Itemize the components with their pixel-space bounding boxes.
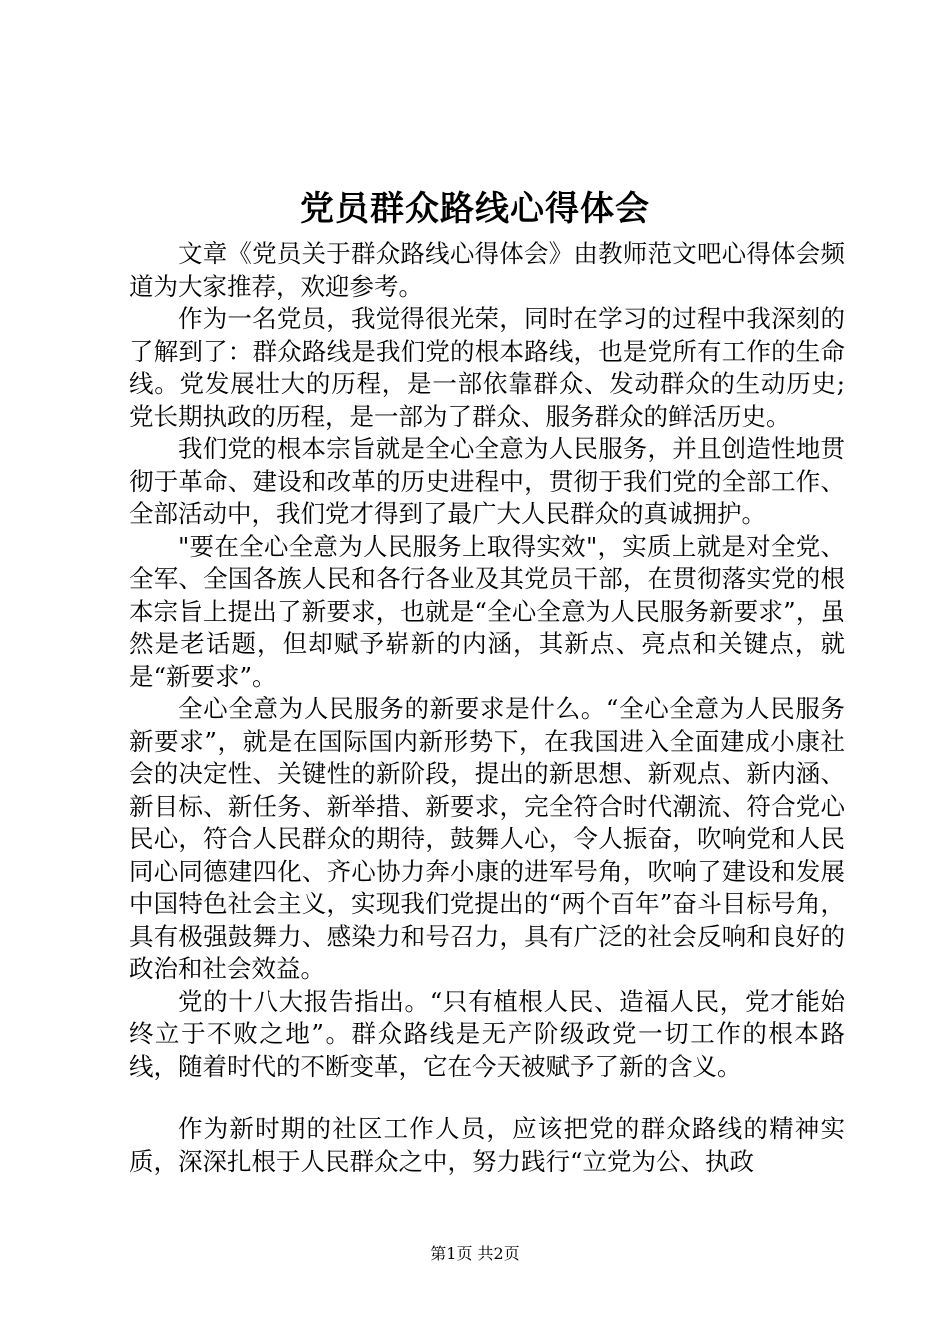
paragraph-community-worker: 作为新时期的社区工作人员，应该把党的群众路线的精神实质，深深扎根于人民群众之中，努力践行“立党为公、执政 [129,1114,845,1176]
paragraph-practical-results: "要在全心全意为人民服务上取得实效"，实质上就是对全党、全军、全国各族人民和各行各业及其党员干部，在贯彻落实党的根本宗旨上提出了新要求，也就是“全心全意为人民服务新要求”，虽然是老话题，但却赋予崭新的内涵，其新点、亮点和关键点，就是“新要求”。 [129,531,845,691]
paragraph-fundamental-purpose: 我们党的根本宗旨就是全心全意为人民服务，并且创造性地贯彻于革命、建设和改革的历史进程中，贯彻于我们党的全部工作、全部活动中，我们党才得到了最广大人民群众的真诚拥护。 [129,434,845,528]
paragraph-intro: 文章《党员关于群众路线心得体会》由教师范文吧心得体会频道为大家推荐，欢迎参考。 [129,239,845,301]
page-footer: 第1页 共2页 [430,1244,520,1263]
document-title: 党员群众路线心得体会 [300,189,650,229]
document-body [129,238,845,1178]
paragraph-party-member: 作为一名党员，我觉得很光荣，同时在学习的过程中我深刻的了解到了：群众路线是我们党的根本路线，也是党所有工作的生命线。党发展壮大的历程，是一部依靠群众、发动群众的生动历史;党长期执政的历程，是一部为了群众、服务群众的鲜活历史。 [129,304,845,431]
paragraph-new-requirements: 全心全意为人民服务的新要求是什么。“全心全意为人民服务新要求”，就是在国际国内新形势下，在我国进入全面建成小康社会的决定性、关键性的新阶段，提出的新思想、新观点、新内涵、新目标、新任务、新举措、新要求，完全符合时代潮流、符合党心民心，符合人民群众的期待，鼓舞人心，令人振奋，吹响党和人民同心同德建四化、齐心协力奔小康的进军号角，吹响了建设和发展中国特色社会主义，实现我们党提出的“两个百年”奋斗目标号角，具有极强鼓舞力、感染力和号召力，具有广泛的社会反响和良好的政治和社会效益。 [129,694,845,983]
paragraph-eighteenth-congress: 党的十八大报告指出。“只有植根人民、造福人民，党才能始终立于不败之地”。群众路线是无产阶级政党一切工作的根本路线，随着时代的不断变革，它在今天被赋予了新的含义。 [129,986,845,1081]
